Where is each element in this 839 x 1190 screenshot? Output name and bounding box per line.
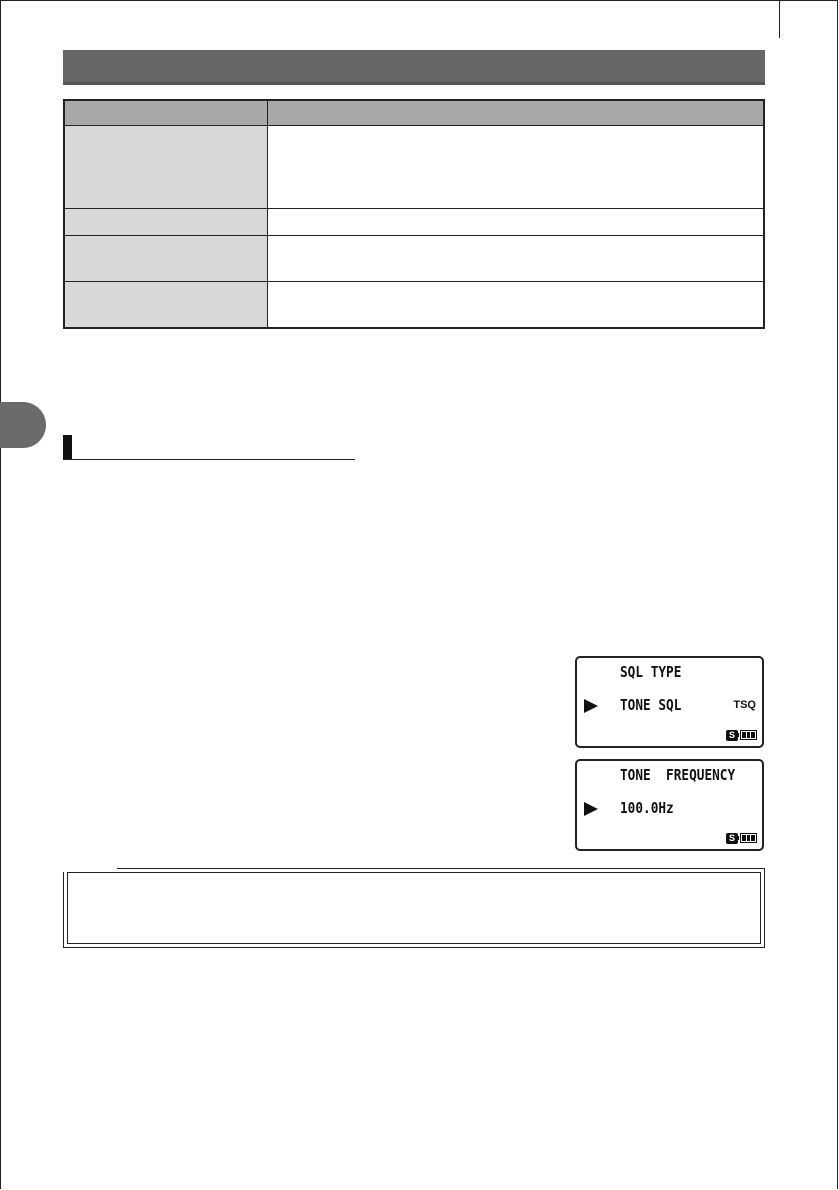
- table-label-cell: [64, 236, 268, 282]
- battery-bar: [747, 835, 751, 841]
- battery-icon: [740, 833, 757, 843]
- lcd-menu-title: TONE FREQUENCY: [620, 766, 736, 784]
- table-row: [64, 236, 764, 282]
- lcd-display-sql-type: [575, 656, 764, 748]
- battery-bar: [742, 732, 746, 738]
- table-row: [64, 209, 764, 236]
- note-box-inner: [67, 872, 761, 944]
- selection-arrow-icon: [584, 699, 598, 713]
- battery-bar: [751, 835, 755, 841]
- table-row: [64, 282, 764, 328]
- table-value-cell: [268, 236, 765, 282]
- table-label-cell: [64, 282, 268, 328]
- section-title-banner: [63, 50, 765, 85]
- settings-table: [63, 99, 765, 329]
- battery-icon: [740, 730, 757, 740]
- s-indicator-icon: S: [726, 730, 738, 741]
- table-row: [64, 126, 764, 209]
- lcd-status-area: [726, 832, 757, 844]
- table-value-cell: [268, 209, 765, 236]
- note-label-gap: [63, 867, 117, 872]
- table-value-cell: [268, 282, 765, 328]
- lcd-display-tone-frequency: [575, 759, 764, 851]
- battery-bar: [747, 732, 751, 738]
- note-box: [63, 868, 765, 948]
- crop-mark: [779, 0, 780, 38]
- s-indicator-icon: S: [726, 833, 738, 844]
- table-label-cell: [64, 209, 268, 236]
- lcd-status-area: [726, 729, 757, 741]
- table-value-cell: [268, 126, 765, 209]
- heading-marker: [63, 435, 72, 459]
- battery-bar: [751, 732, 755, 738]
- table-header-cell: [64, 100, 268, 126]
- table-header-row: [64, 100, 764, 126]
- lcd-menu-title: SQL TYPE: [620, 663, 682, 681]
- table-label-cell: [64, 126, 268, 209]
- lcd-menu-value: TONE SQL: [620, 696, 682, 714]
- battery-bar: [742, 835, 746, 841]
- tsq-indicator: TSQ: [733, 699, 756, 711]
- chapter-tab: [0, 402, 46, 448]
- lcd-menu-value: 100.0Hz: [620, 799, 674, 817]
- subsection-heading: [63, 435, 355, 460]
- selection-arrow-icon: [584, 802, 598, 816]
- table-header-cell: [268, 100, 765, 126]
